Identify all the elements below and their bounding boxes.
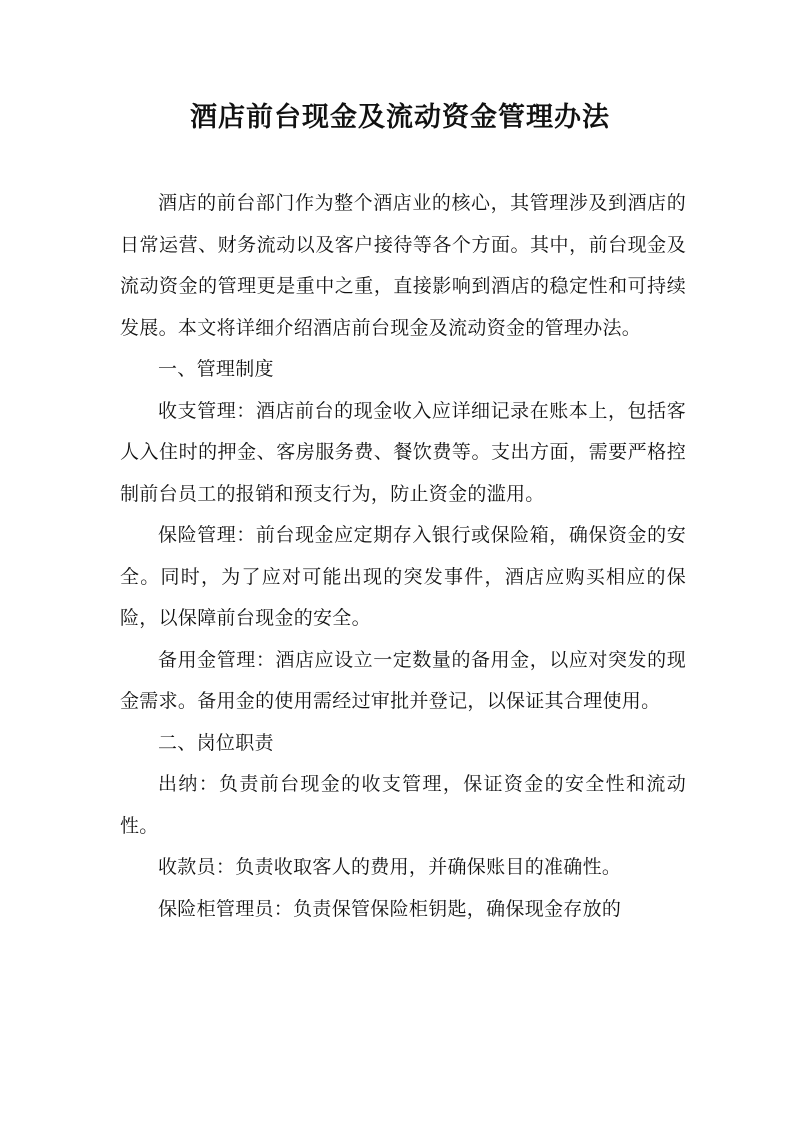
- paragraph-insurance: 保险管理：前台现金应定期存入银行或保险箱，确保资金的安全。同时，为了应对可能出现的突发事件，酒店应购买相应的保险，以保障前台现金的安全。: [120, 524, 686, 629]
- paragraph-safe-keeper: 保险柜管理员：负责保管保险柜钥匙，确保现金存放的: [158, 897, 622, 920]
- paragraph-collector: 收款员：负责收取客人的费用，并确保账目的准确性。: [158, 856, 622, 878]
- section-heading-job-duties: 二、岗位职责: [158, 731, 274, 754]
- document-body: [120, 183, 686, 930]
- paragraph-reserve-fund: 备用金管理：酒店应设立一定数量的备用金，以应对突发的现金需求。备用金的使用需经过审批并登记，以保证其合理使用。: [120, 648, 686, 712]
- section-heading-management-system: 一、管理制度: [158, 358, 274, 380]
- document-title: 酒店前台现金及流动资金管理办法: [190, 102, 610, 133]
- paragraph-income-expense: 收支管理：酒店前台的现金收入应详细记录在账本上，包括客人入住时的押金、客房服务费、餐饮费等。支出方面，需要严格控制前台员工的报销和预支行为，防止资金的滥用。: [120, 399, 686, 505]
- intro-paragraph: 酒店的前台部门作为整个酒店业的核心，其管理涉及到酒店的日常运营、财务流动以及客户接待等各个方面。其中，前台现金及流动资金的管理更是重中之重，直接影响到酒店的稳定性和可持续发展。本文将详细介绍酒店前台现金及流动资金的管理办法。: [120, 192, 686, 339]
- paragraph-cashier: 出纳：负责前台现金的收支管理，保证资金的安全性和流动性。: [120, 773, 686, 837]
